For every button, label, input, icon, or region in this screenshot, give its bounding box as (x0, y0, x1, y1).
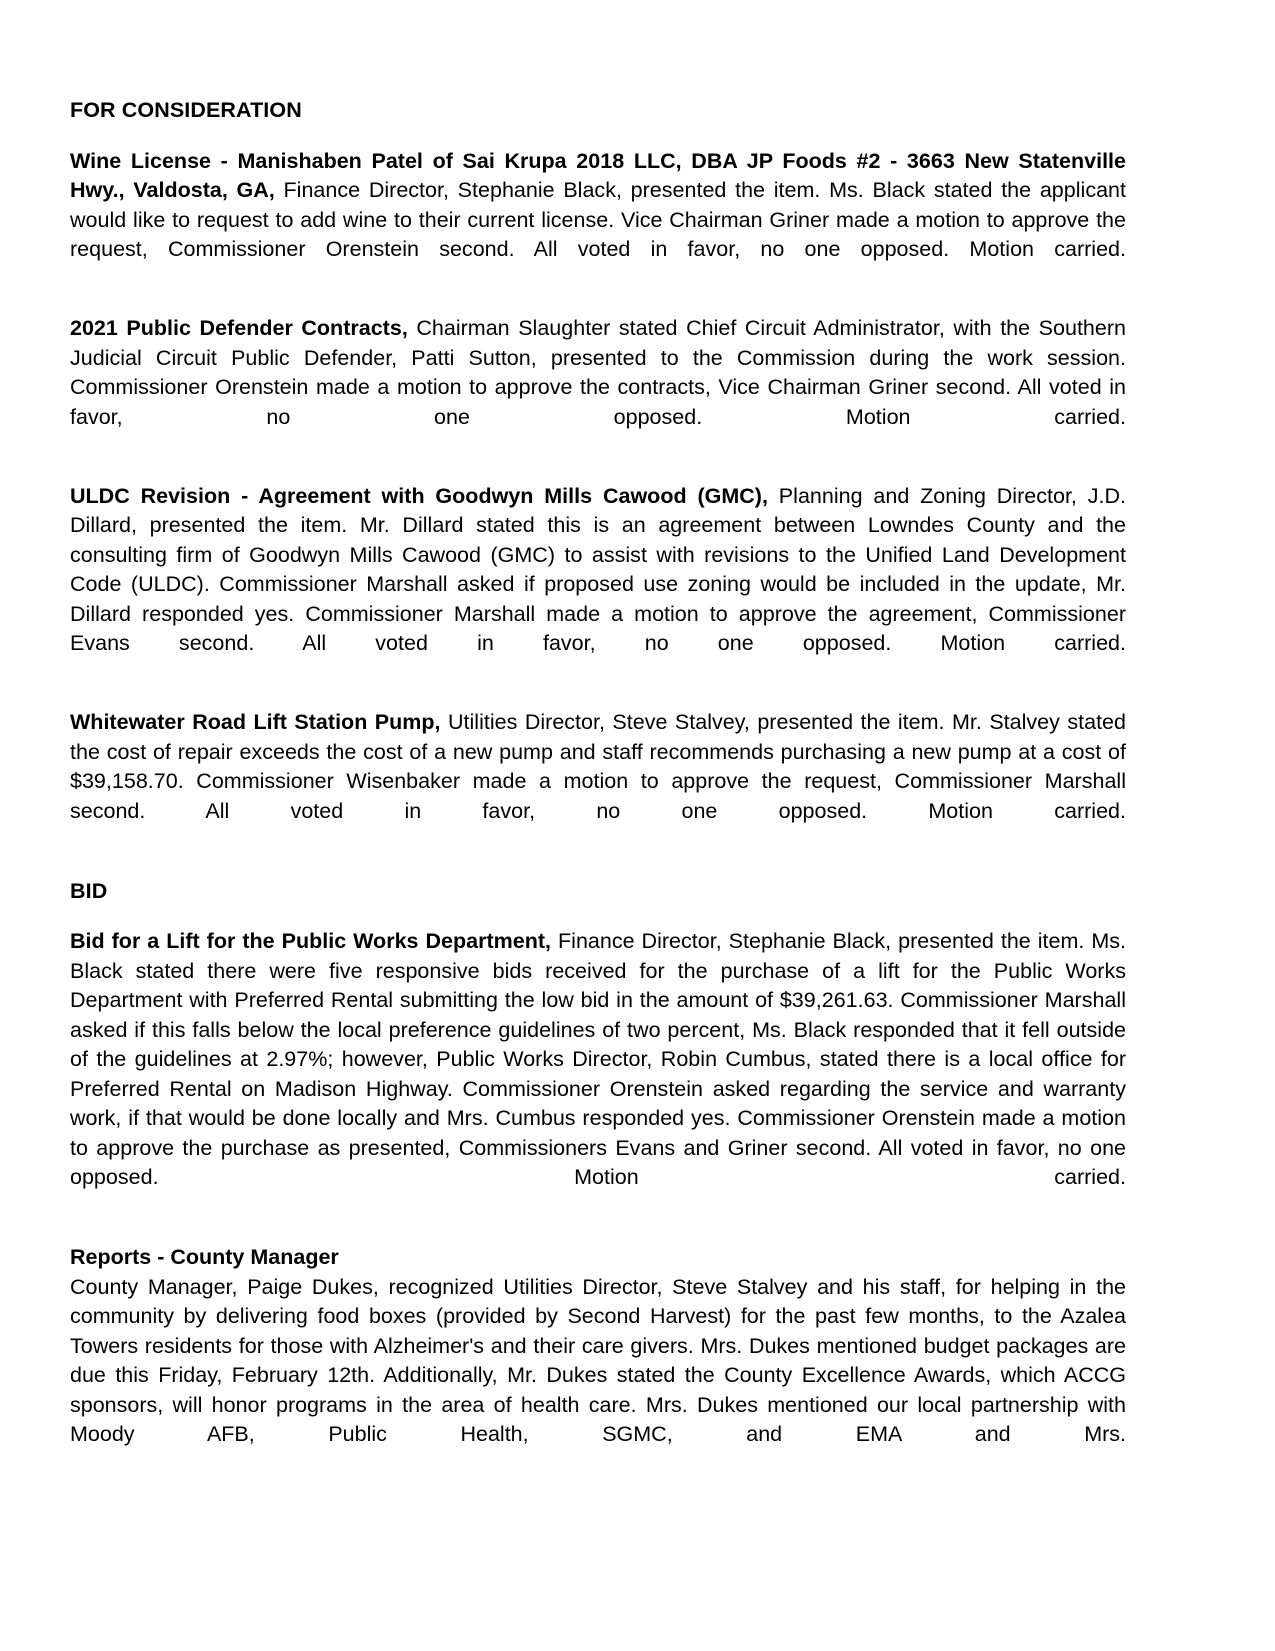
spacer (70, 126, 1126, 147)
spacer (70, 462, 1126, 482)
paragraph-body-bid-for-lift: Finance Director, Stephanie Black, presented the item. Ms. Black stated there were five responsive bids received for the purchase of a lift for the Public Works Department with Preferred Rental submitting the low bid in the amount of $39,261.63. Commissioner Marshall asked if this falls below the local preference guidelines of two percent, Ms. Black responded that it fell outside of the guidelines at 2.97%; however, Public Works Director, Robin Cumbus, stated there is a local office for Preferred Rental on Madison Highway. Commissioner Orenstein asked regarding the service and warranty work, if that would be done locally and Mrs. Cumbus responded yes. Commissioner Orenstein made a motion to approve the purchase as presented, Commissioners Evans and Griner second. All voted in favor, no one opposed. Motion carried. (70, 929, 1126, 1189)
paragraph-body-uldc-revision: Planning and Zoning Director, J.D. Dillard, presented the item. Mr. Dillard stated this is an agreement between Lowndes County and the consulting firm of Goodwyn Mills Cawood (GMC) to assist with revisions to the Unified Land Development Code (ULDC). Commissioner Marshall asked if proposed use zoning would be included in the update, Mr. Dillard responded yes. Commissioner Marshall made a motion to approve the agreement, Commissioner Evans second. All voted in favor, no one opposed. Motion carried. (70, 483, 1127, 655)
paragraph-bid-for-lift (70, 927, 1126, 1222)
paragraph-wine-license (70, 147, 1126, 295)
paragraph-body-wine-license: Finance Director, Stephanie Black, presented the item. Ms. Black stated the applicant would like to request to add wine to their current license. Vice Chairman Griner made a motion to approve the request, Commissioner Orenstein second. All voted in favor, no one opposed. Motion carried. (70, 178, 1126, 261)
paragraph-whitewater-road-lift-station-pump (70, 708, 1126, 856)
paragraph-lead-bid-for-lift: Bid for a Lift for the Public Works Department, (70, 929, 552, 953)
report-heading-county-manager: Reports - County Manager (70, 1245, 339, 1269)
paragraph-public-defender-contracts (70, 314, 1126, 462)
paragraph-lead-uldc-revision: ULDC Revision - Agreement with Goodwyn Mills Cawood (GMC), (70, 483, 768, 508)
paragraph-uldc-revision (70, 482, 1126, 689)
spacer (70, 294, 1126, 314)
paragraph-lead-whitewater-road-lift-station-pump: Whitewater Road Lift Station Pump, (70, 710, 441, 734)
paragraph-body-whitewater-road-lift-station-pump: Utilities Director, Steve Stalvey, presented the item. Mr. Stalvey stated the cost of repair exceeds the cost of a new pump and staff recommends purchasing a new pump at a cost of $39,158.70. Commissioner Wisenbaker made a motion to approve the request, Commissioner Marshall second. All voted in favor, no one opposed. Motion carried. (70, 710, 1126, 823)
section-heading-for-consideration: FOR CONSIDERATION (70, 98, 302, 122)
report-body-county-manager: County Manager, Paige Dukes, recognized Utilities Director, Steve Stalvey and his staff, for helping in the community by delivering food boxes (provided by Second Harvest) for the past few months, to the Azalea Towers residents for those with Alzheimer's and their care givers. Mrs. Dukes mentioned budget packages are due this Friday, February 12th. Additionally, Mr. Dukes stated the County Excellence Awards, which ACCG sponsors, will honor programs in the area of health care. Mrs. Dukes mentioned our local partnership with Moody AFB, Public Health, SGMC, and EMA and Mrs. (70, 1274, 1126, 1446)
paragraph-lead-wine-license: Wine License - Manishaben Patel of Sai Krupa 2018 LLC, DBA JP Foods #2 - 3663 New Statenville Hwy., Valdosta, GA, (70, 148, 1126, 202)
spacer (70, 688, 1126, 708)
spacer (70, 906, 1126, 927)
section-heading-bid: BID (70, 878, 108, 903)
paragraph-lead-public-defender-contracts: 2021 Public Defender Contracts, (70, 316, 408, 340)
paragraph-body-public-defender-contracts: Chairman Slaughter stated Chief Circuit Administrator, with the Southern Judicial Circuit Public Defender, Patti Sutton, presented to the Commission during the work session. Commissioner Orenstein made a motion to approve the contracts, Vice Chairman Griner second. All voted in favor, no one opposed. Motion carried. (70, 316, 1127, 429)
spacer (70, 1222, 1126, 1243)
spacer (70, 856, 1126, 877)
document-content (70, 96, 1126, 1479)
